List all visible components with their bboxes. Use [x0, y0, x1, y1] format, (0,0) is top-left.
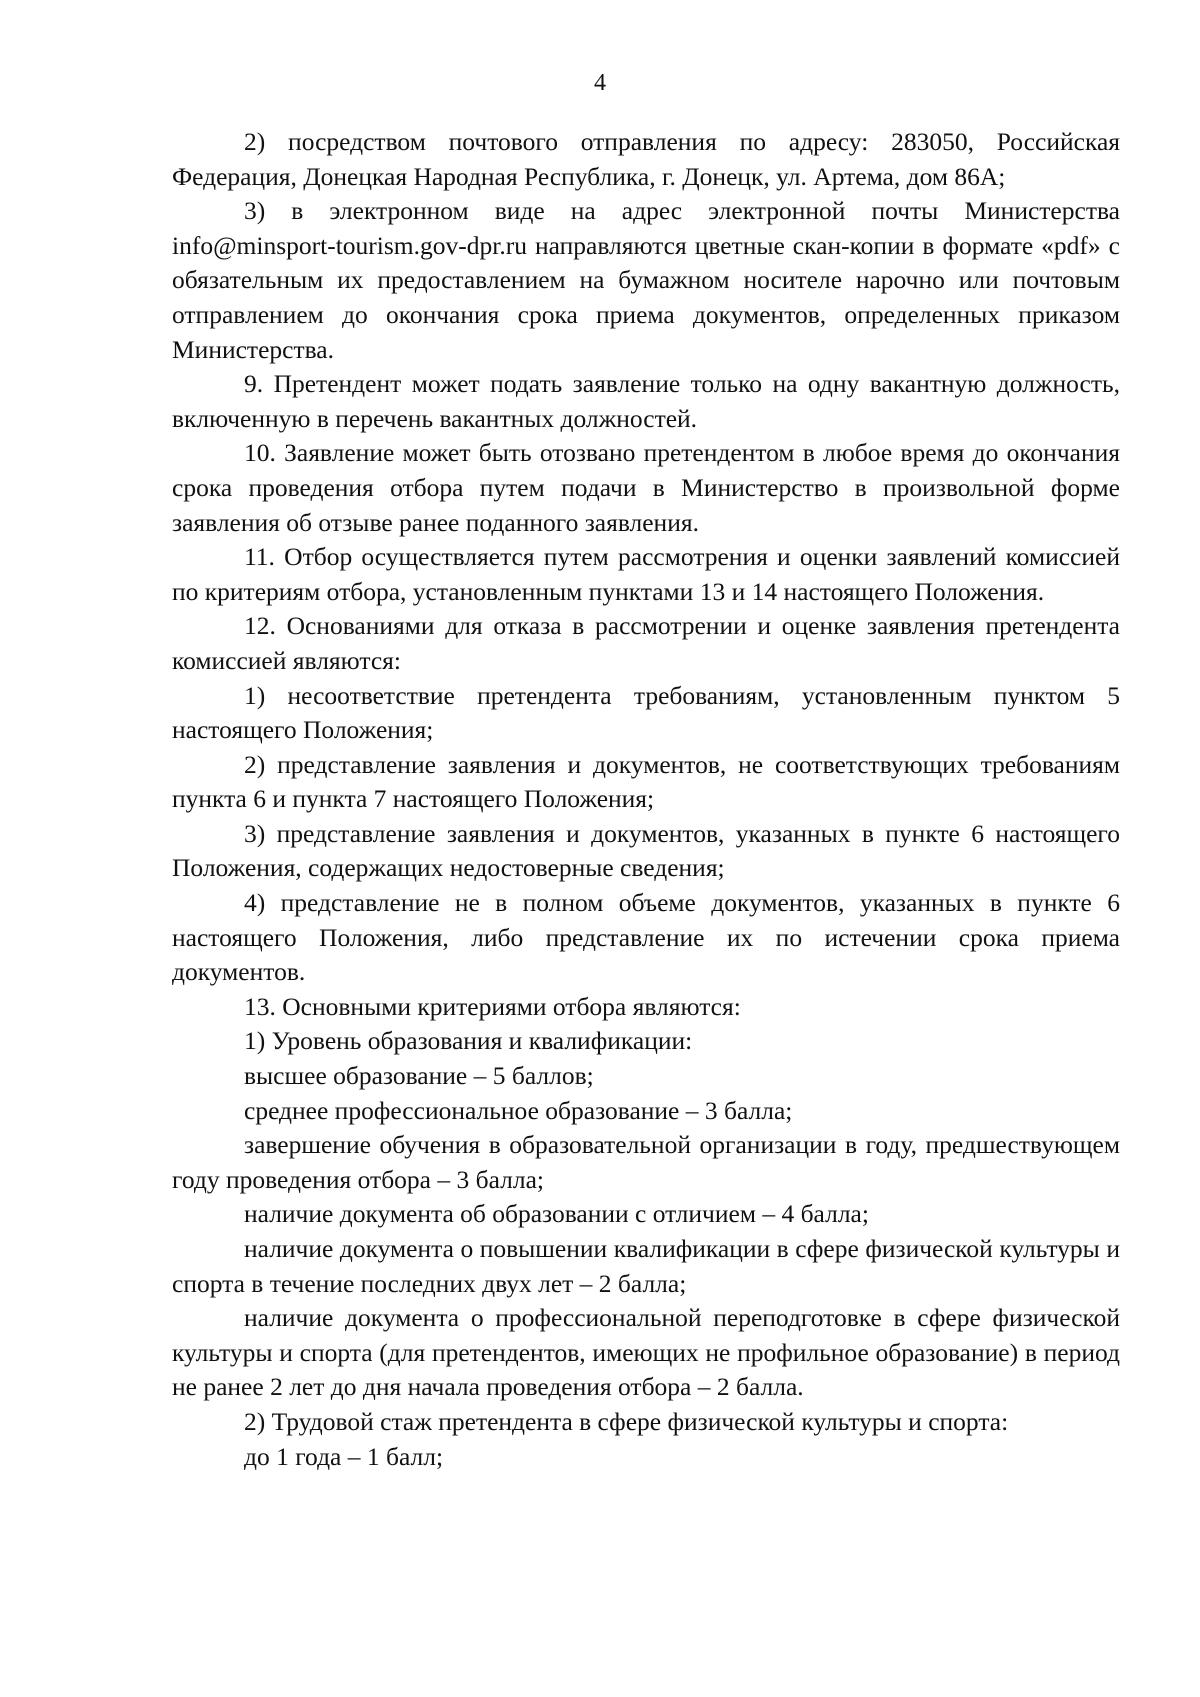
- paragraph-item-13-1: 1) Уровень образования и квалификации:: [244, 1026, 693, 1056]
- paragraph-electronic-submission: 3) в электронном виде на адрес электронной почты Министерства info@minsport-tourism.gov-dpr.ru направляются цветные скан-копии в формате «pdf» с обязательным их предоставлением на бумажном носителе нарочно или почтовым отправлением до окончания срока приема документов, определенных приказом Министерства.: [172, 196, 1120, 364]
- criterion-qualification-upgrade: наличие документа о повышении квалификации в сфере физической культуры и спорта в течение последних двух лет – 2 балла;: [172, 1234, 1120, 1298]
- criterion-graduation-previous-year: завершение обучения в образовательной организации в году, предшествующем году проведения отбора – 3 балла;: [172, 1130, 1120, 1194]
- paragraph-item-9: 9. Претендент может подать заявление только на одну вакантную должность, включенную в перечень вакантных должностей.: [172, 369, 1120, 433]
- criterion-experience-up-to-1-year: до 1 года – 1 балл;: [244, 1441, 444, 1471]
- paragraph-postal-submission: 2) посредством почтового отправления по адресу: 283050, Российская Федерация, Донецкая Народная Республика, г. Донецк, ул. Артема, дом 86А;: [172, 127, 1120, 191]
- criterion-honors-diploma: наличие документа об образовании с отличием – 4 балла;: [244, 1199, 869, 1229]
- paragraph-item-13-2: 2) Трудовой стаж претендента в сфере физической культуры и спорта:: [244, 1406, 1009, 1436]
- paragraph-item-12-2: 2) представление заявления и документов, не соответствующих требованиям пункта 6 и пункта 7 настоящего Положения;: [172, 749, 1120, 814]
- paragraph-item-10: 10. Заявление может быть отозвано претендентом в любое время до окончания срока проведения отбора путем подачи в Министерство в произвольной форме заявления об отзыве ранее поданного заявления.: [172, 438, 1120, 537]
- document-body: [172, 125, 1120, 1474]
- paragraph-item-12-3: 3) представление заявления и документов, указанных в пункте 6 настоящего Положения, содержащих недостоверные сведения;: [172, 818, 1120, 883]
- paragraph-item-12-1: 1) несоответствие претендента требованиям, установленным пунктом 5 настоящего Положения;: [172, 680, 1120, 745]
- page-number: 4: [594, 70, 606, 96]
- criterion-secondary-vocational: среднее профессиональное образование – 3 балла;: [244, 1095, 793, 1125]
- paragraph-item-12-4: 4) представление не в полном объеме документов, указанных в пункте 6 настоящего Положения, либо представление их по истечении срока приема документов.: [172, 888, 1120, 987]
- paragraph-item-12: 12. Основаниями для отказа в рассмотрении и оценке заявления претендента комиссией являются:: [172, 611, 1120, 675]
- paragraph-item-13: 13. Основными критериями отбора являются:: [244, 991, 741, 1021]
- criterion-higher-education: высшее образование – 5 баллов;: [244, 1061, 594, 1091]
- paragraph-item-11: 11. Отбор осуществляется путем рассмотрения и оценки заявлений комиссией по критериям отбора, установленным пунктами 13 и 14 настоящего Положения.: [172, 542, 1120, 606]
- criterion-professional-retraining: наличие документа о профессиональной переподготовке в сфере физической культуры и спорта (для претендентов, имеющих не профильное образование) в период не ранее 2 лет до дня начала проведения отбора – 2 балла.: [172, 1303, 1120, 1402]
